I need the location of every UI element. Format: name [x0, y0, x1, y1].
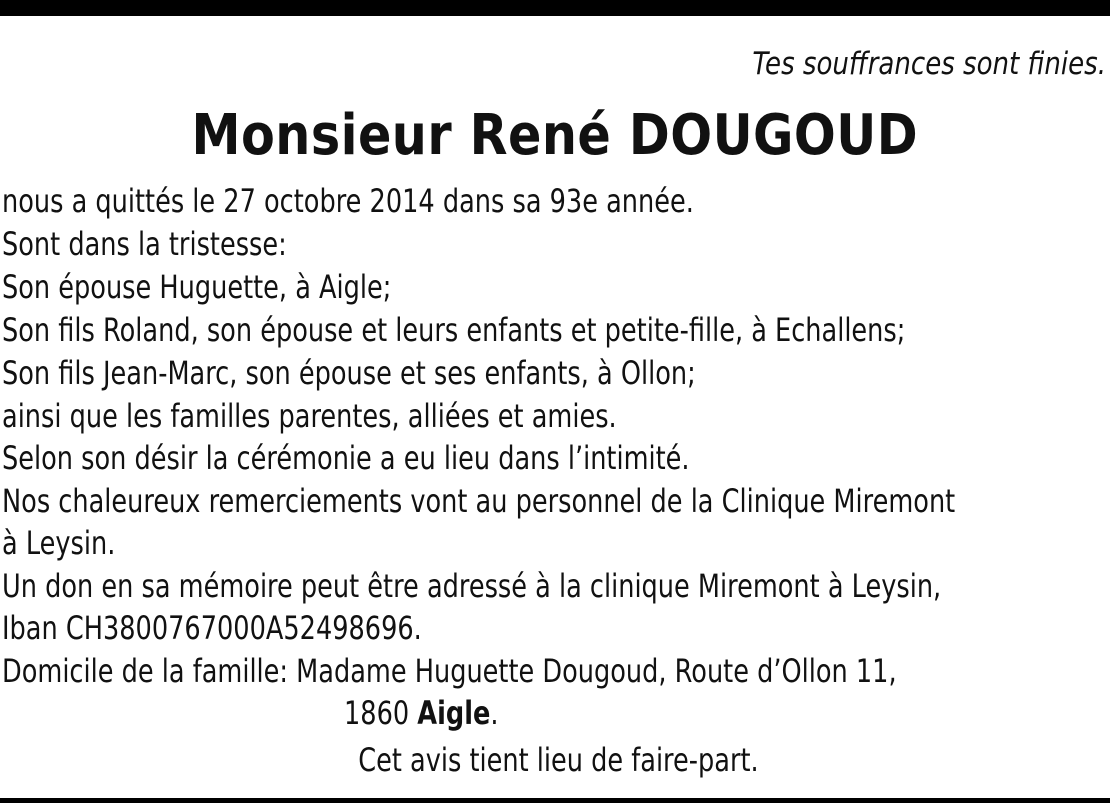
bottom-border-rule — [0, 798, 1110, 803]
notice-line-donation: Un don en sa mémoire peut être adressé à la clinique Miremont à Leysin, — [2, 567, 942, 605]
deceased-name-text: Monsieur René DOUGOUD — [191, 103, 919, 168]
notice-line-son-roland: Son fils Roland, son épouse et leurs enfants et petite-fille, à Echallens; — [2, 311, 906, 349]
notice-line-postcode-city — [344, 692, 498, 735]
address-end: . — [490, 694, 499, 732]
notice-line-passing: nous a quittés le 27 octobre 2014 dans sa 93e année. — [2, 182, 694, 220]
notice-line-thanks-location: à Leysin. — [2, 524, 116, 562]
notice-line-iban: Iban CH3800767000A52498696. — [2, 609, 422, 647]
notice-line-families: ainsi que les familles parentes, alliées et amies. — [2, 397, 617, 435]
notice-line-family-address: Domicile de la famille: Madame Huguette Dougoud, Route d’Ollon 11, — [2, 652, 897, 690]
notice-line-ceremony: Selon son désir la cérémonie a eu lieu dans l’intimité. — [2, 439, 690, 477]
notice-line-son-jean-marc: Son fils Jean-Marc, son épouse et ses enfants, à Ollon; — [2, 354, 696, 392]
top-border-rule — [0, 0, 1110, 16]
notice-line-thanks: Nos chaleureux remerciements vont au personnel de la Clinique Miremont — [2, 482, 956, 520]
address-city: Aigle — [417, 694, 491, 732]
address-postcode: 1860 — [344, 694, 410, 732]
notice-line-spouse: Son épouse Huguette, à Aigle; — [2, 268, 392, 306]
notice-line-mourners-intro: Sont dans la tristesse: — [2, 225, 287, 263]
closing-line — [0, 739, 1110, 782]
deceased-name-heading — [0, 98, 1110, 174]
epigraph: Tes souffrances sont finies. — [752, 46, 1106, 82]
closing-text: Cet avis tient lieu de faire-part. — [357, 741, 759, 779]
